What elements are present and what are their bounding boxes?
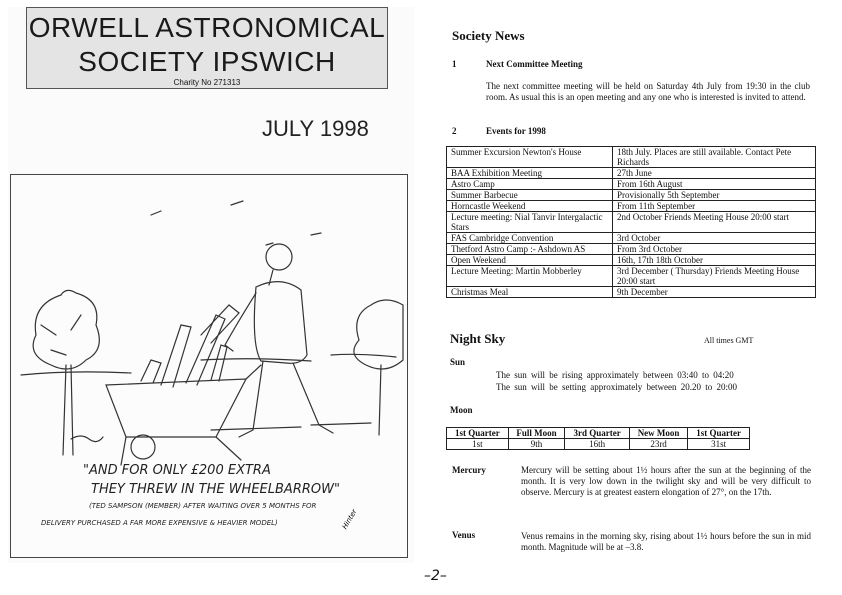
event-name: Astro Camp bbox=[447, 179, 613, 190]
news-item1-title: Next Committee Meeting bbox=[486, 59, 583, 69]
moon-phase-header: 1st Quarter bbox=[447, 428, 509, 439]
venus-heading: Venus bbox=[452, 530, 476, 540]
event-name: Summer Barbecue bbox=[447, 190, 613, 201]
cartoon bbox=[10, 174, 408, 558]
venus-text: Venus remains in the morning sky, rising about 1½ hours before the sun in mid month. Magnitude will be at –3.8. bbox=[521, 531, 811, 552]
moon-phase-date: 23rd bbox=[629, 439, 687, 450]
masthead-line1: ORWELL ASTRONOMICAL bbox=[28, 12, 386, 43]
society-news-heading: Society News bbox=[452, 28, 525, 43]
mercury-text: Mercury will be setting about 1½ hours after the sun at the beginning of the month. It is very low down in the twilight sky and will be very difficult to observe. Mercury is at greatest eastern elongation of 27°, on the 17th. bbox=[521, 465, 811, 497]
mercury-heading: Mercury bbox=[452, 465, 486, 475]
table-row bbox=[447, 190, 816, 201]
table-row bbox=[447, 266, 816, 287]
event-name: Lecture Meeting: Martin Mobberley bbox=[447, 266, 613, 287]
event-details: 2nd October Friends Meeting House 20:00 start bbox=[613, 212, 816, 233]
news-item2-title: Events for 1998 bbox=[486, 126, 546, 136]
event-details: 27th June bbox=[613, 168, 816, 179]
sun-setting-line: The sun will be setting approximately between 20.20 to 20:00 bbox=[496, 382, 737, 392]
table-row bbox=[447, 212, 816, 233]
news-item1-body: The next committee meeting will be held on Saturday 4th July from 19:30 in the club room. As usual this is an open meeting and any one who is interested is invited to attend. bbox=[486, 81, 810, 102]
table-row bbox=[447, 147, 816, 168]
sun-rising-line: The sun will be rising approximately between 03:40 to 04:20 bbox=[496, 370, 734, 380]
night-sky-heading: Night Sky bbox=[450, 331, 506, 346]
event-name: Horncastle Weekend bbox=[447, 201, 613, 212]
gmt-note: All times GMT bbox=[704, 336, 754, 345]
table-row bbox=[447, 179, 816, 190]
event-details: From 3rd October bbox=[613, 244, 816, 255]
table-row bbox=[447, 168, 816, 179]
masthead-line2: SOCIETY IPSWICH bbox=[78, 46, 336, 77]
event-details: 9th December bbox=[613, 287, 816, 298]
table-row bbox=[447, 201, 816, 212]
cartoon-drawing-icon bbox=[11, 175, 407, 557]
table-row bbox=[447, 287, 816, 298]
event-name: BAA Exhibition Meeting bbox=[447, 168, 613, 179]
moon-phase-date: 9th bbox=[508, 439, 564, 450]
moon-phases-table bbox=[446, 427, 750, 450]
event-name: FAS Cambridge Convention bbox=[447, 233, 613, 244]
moon-heading: Moon bbox=[450, 405, 473, 415]
cartoon-caption-line1: "AND FOR ONLY £200 EXTRA bbox=[83, 463, 271, 478]
table-row bbox=[447, 439, 750, 450]
event-details: From 11th September bbox=[613, 201, 816, 212]
sun-heading: Sun bbox=[450, 357, 466, 367]
moon-phase-header: 1st Quarter bbox=[688, 428, 750, 439]
moon-phase-date: 31st bbox=[688, 439, 750, 450]
issue-date: JULY 1998 bbox=[262, 116, 369, 141]
page-number: –2– bbox=[424, 568, 447, 584]
event-details: 3rd December ( Thursday) Friends Meeting House 20:00 start bbox=[613, 266, 816, 287]
moon-phase-date: 1st bbox=[447, 439, 509, 450]
news-item1-number: 1 bbox=[452, 59, 457, 69]
cartoon-caption-line4: DELIVERY PURCHASED A FAR MORE EXPENSIVE & HEAVIER MODEL) bbox=[41, 519, 278, 527]
event-details: Provisionally 5th September bbox=[613, 190, 816, 201]
event-details: 16th, 17th 18th October bbox=[613, 255, 816, 266]
moon-phase-header: Full Moon bbox=[508, 428, 564, 439]
cartoon-caption-line2: THEY THREW IN THE WHEELBARROW" bbox=[91, 482, 340, 497]
table-row bbox=[447, 255, 816, 266]
news-item2-number: 2 bbox=[452, 126, 457, 136]
table-row bbox=[447, 428, 750, 439]
cartoon-caption-line3: (TED SAMPSON (MEMBER) AFTER WAITING OVER 5 MONTHS FOR bbox=[89, 502, 317, 510]
event-details: 18th July. Places are still available. Contact Pete Richards bbox=[613, 147, 816, 168]
table-row bbox=[447, 244, 816, 255]
masthead bbox=[26, 7, 388, 89]
artist-signature: Hinter bbox=[340, 507, 359, 531]
event-name: Thetford Astro Camp :- Ashdown AS bbox=[447, 244, 613, 255]
event-details: From 16th August bbox=[613, 179, 816, 190]
events-table bbox=[446, 146, 816, 298]
event-details: 3rd October bbox=[613, 233, 816, 244]
moon-phase-date: 16th bbox=[565, 439, 630, 450]
event-name: Summer Excursion Newton's House bbox=[447, 147, 613, 168]
event-name: Christmas Meal bbox=[447, 287, 613, 298]
event-name: Open Weekend bbox=[447, 255, 613, 266]
moon-phase-header: New Moon bbox=[629, 428, 687, 439]
event-name: Lecture meeting: Nial Tanvir Intergalactic Stars bbox=[447, 212, 613, 233]
moon-phase-header: 3rd Quarter bbox=[565, 428, 630, 439]
charity-number: Charity No 271313 bbox=[173, 78, 241, 87]
table-row bbox=[447, 233, 816, 244]
